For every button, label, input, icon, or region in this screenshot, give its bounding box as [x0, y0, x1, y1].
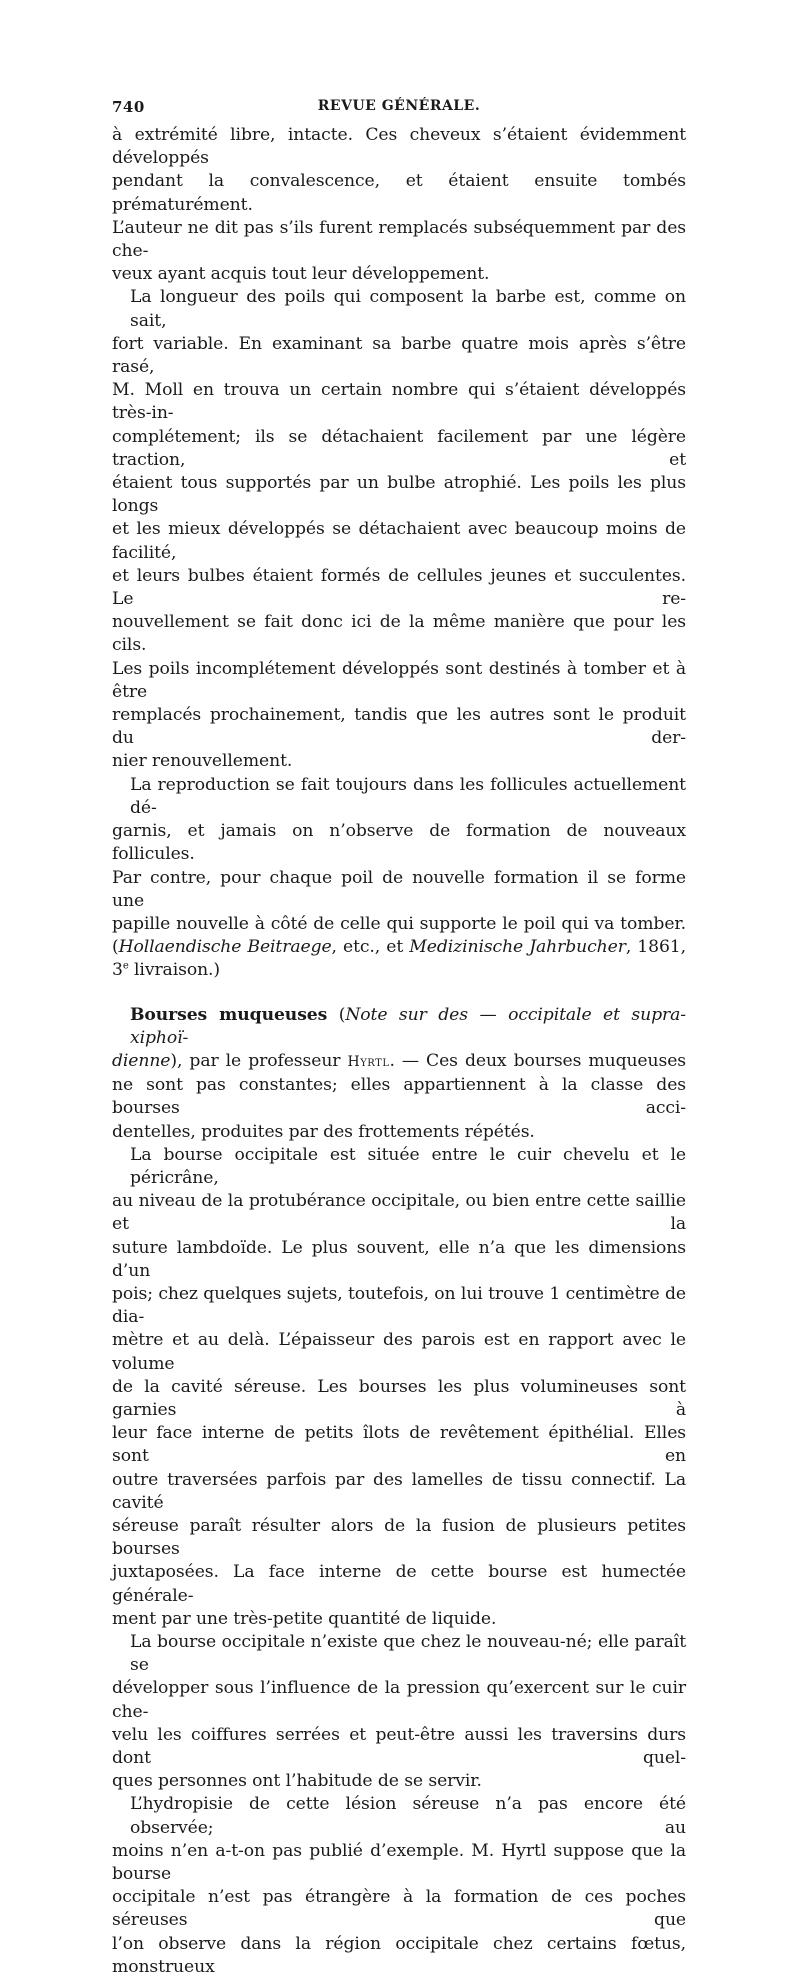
text-line: l’on observe dans la région occipitale chez certains fœtus, monstrueux — [112, 1933, 686, 1977]
text-line: développer sous l’influence de la pression qu’exercent sur le cuir che- — [112, 1678, 686, 1722]
livraison-number: 3 — [112, 960, 123, 981]
text-line: velu les coiffures serrées et peut-être aussi les traversins durs dont quel- — [112, 1724, 686, 1769]
text-line: occipitale n’est pas étrangère à la formation de ces poches séreuses que — [112, 1887, 686, 1931]
text-line: M. Moll en trouva un certain nombre qui s’étaient développés très-in- — [112, 380, 686, 424]
section-subtitle-italic: Note sur des — occipitale et supra-xiphoï- — [130, 1004, 686, 1048]
text-line: L’auteur ne dit pas s’ils furent remplacés subséquemment par des che- — [112, 217, 686, 262]
paragraph-reproduction — [112, 774, 686, 983]
text-line: nier renouvellement. — [112, 751, 293, 772]
citation-journal-1: Hollaendische Beitraege — [118, 937, 332, 958]
text-line: papille nouvelle à côté de celle qui supporte le poil qui va tomber. — [112, 913, 686, 934]
text-line: ques personnes ont l’habitude de se servir. — [112, 1771, 482, 1792]
after-author: . — Ces deux bourses muqueuses — [389, 1050, 686, 1071]
text-line: et leurs bulbes étaient formés de cellules jeunes et succulentes. Le re- — [112, 565, 686, 610]
citation-open: ( — [112, 937, 119, 958]
text-line: fort variable. En examinant sa barbe quatre mois après s’être rasé, — [112, 333, 686, 378]
text-line: à extrémité libre, intacte. Ces cheveux s’étaient évidemment développés — [112, 125, 686, 169]
page-number: 740 — [112, 98, 145, 116]
text-line: suture lambdoïde. Le plus souvent, elle n’a que les dimensions d’un — [112, 1237, 686, 1281]
section-intro — [112, 1004, 686, 1144]
section-author-line — [112, 1050, 686, 1074]
text-line: L’hydropisie de cette lésion séreuse n’a pas encore été observée; au — [130, 1794, 686, 1838]
text-line: Par contre, pour chaque poil de nouvelle formation il se forme une — [112, 867, 686, 911]
paragraph-beard — [112, 286, 686, 773]
text-line: complétement; ils se détachaient facilement par une légère traction, et — [112, 426, 686, 470]
text-line: pendant la convalescence, et étaient ensuite tombés prématurément. — [112, 171, 686, 215]
citation-mid: , etc., et — [331, 937, 410, 958]
text-line: de la cavité séreuse. Les bourses les plus volumineuses sont garnies à — [112, 1376, 686, 1420]
text-line: séreuse paraît résulter alors de la fusion de plusieurs petites bourses — [112, 1515, 686, 1560]
text-line: garnis, et jamais on n’observe de formation de nouveaux follicules. — [112, 821, 686, 865]
text-line: étaient tous supportés par un bulbe atrophié. Les poils les plus longs — [112, 473, 686, 517]
text-line: nouvellement se fait donc ici de la même manière que pour les cils. — [112, 612, 686, 656]
text-line: veux ayant acquis tout leur développement. — [112, 264, 490, 285]
running-head — [112, 98, 686, 124]
section-subtitle-open: ( — [327, 1004, 346, 1025]
text-line: La reproduction se fait toujours dans les follicules actuellement dé- — [130, 774, 686, 818]
citation-year: , 1861, — [625, 937, 686, 958]
paragraph-occipital-bursa — [112, 1144, 686, 1631]
text-line: au niveau de la protubérance occipitale, ou bien entre cette saillie et la — [112, 1191, 686, 1235]
text-line: ne sont pas constantes; elles appartiennent à la classe des bourses acci- — [112, 1075, 686, 1119]
text-line: et les mieux développés se détachaient avec beaucoup moins de facilité, — [112, 519, 686, 563]
author-name: Hyrtl — [347, 1053, 390, 1070]
paragraph-newborn — [112, 1631, 686, 1793]
text-line: ment par une très-petite quantité de liquide. — [112, 1608, 497, 1629]
section-title: Bourses muqueuses — [130, 1004, 328, 1025]
paragraph-continuation — [112, 124, 686, 286]
citation-journal-2: Medizinische Jahrbucher — [409, 937, 626, 958]
text-line: mètre et au delà. L’épaisseur des parois est en rapport avec le volume — [112, 1330, 686, 1374]
text-line: pois; chez quelques sujets, toutefois, on lui trouve 1 centimètre de dia- — [112, 1283, 686, 1328]
text-line: La longueur des poils qui composent la barbe est, comme on sait, — [130, 287, 686, 331]
text-line: dentelles, produites par des frottements répétés. — [112, 1121, 535, 1142]
livraison-text: livraison.) — [128, 960, 221, 981]
text-line: Les poils incomplétement développés sont destinés à tomber et à être — [112, 658, 686, 702]
book-page — [112, 98, 686, 1979]
running-title: REVUE GÉNÉRALE. — [317, 98, 481, 114]
section-heading-line — [112, 1004, 686, 1050]
citation-line — [112, 959, 686, 982]
livraison-sup: e — [122, 960, 129, 972]
citation-line — [112, 936, 686, 959]
text-line: La bourse occipitale n’existe que chez le nouveau-né; elle paraît se — [130, 1632, 686, 1676]
text-line: leur face interne de petits îlots de revêtement épithélial. Elles sont en — [112, 1423, 686, 1467]
section-subtitle-rest: ), par le professeur — [170, 1050, 348, 1071]
section-subtitle-italic-cont: dienne — [112, 1050, 171, 1071]
text-line: La bourse occipitale est située entre le cuir chevelu et le péricrâne, — [130, 1144, 686, 1188]
paragraph-hydropsy — [112, 1793, 686, 1979]
text-line: moins n’en a-t-on pas publié d’exemple. M. Hyrtl suppose que la bourse — [112, 1840, 686, 1885]
text-line: juxtaposées. La face interne de cette bourse est humectée générale- — [112, 1562, 686, 1606]
text-line: remplacés prochainement, tandis que les autres sont le produit du der- — [112, 705, 686, 749]
section-gap — [112, 983, 686, 1004]
text-line: outre traversées parfois par des lamelles de tissu connectif. La cavité — [112, 1469, 686, 1513]
